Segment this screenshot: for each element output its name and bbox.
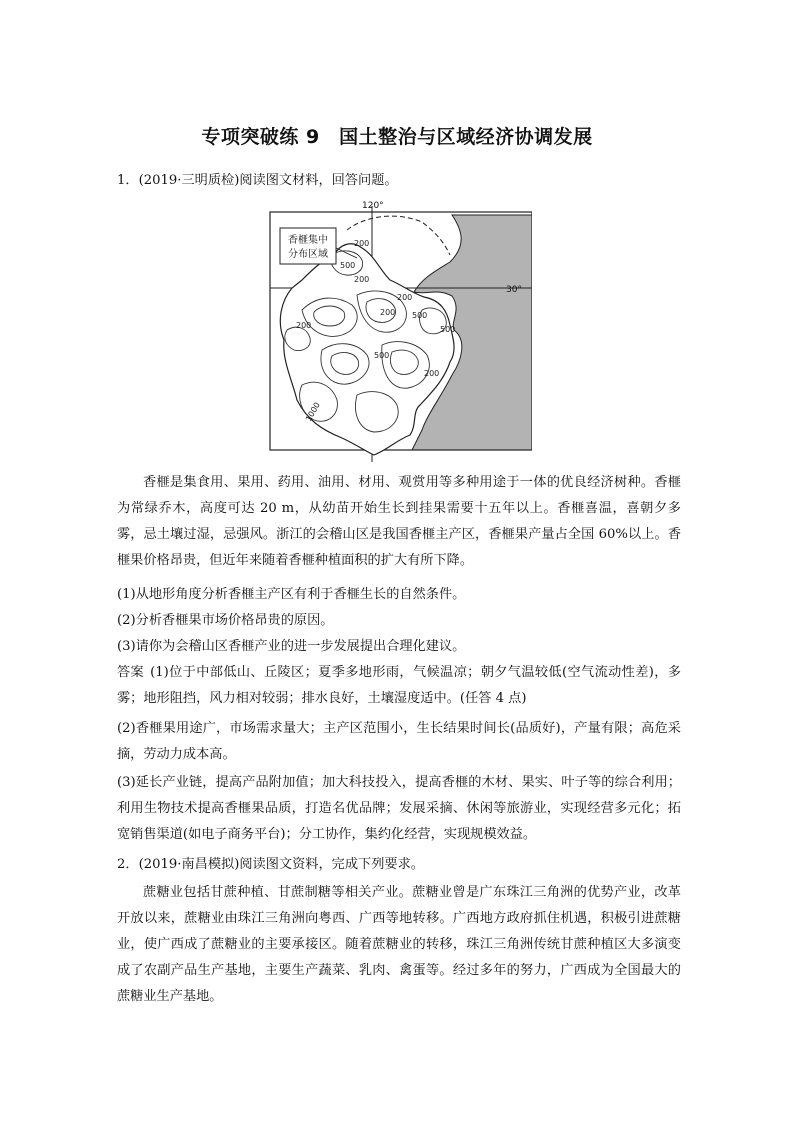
page-title: 专项突破练 9 国土整治与区域经济协调发展 <box>201 126 593 148</box>
topographic-map <box>262 200 532 465</box>
contour-label: 200 <box>380 308 396 317</box>
legend-text-line1: 香榧集中 <box>288 235 328 246</box>
contour-label: 500 <box>440 325 456 334</box>
contour-label: 200 <box>354 239 370 248</box>
contour-label: 200 <box>296 321 312 330</box>
question-2-material: 蔗糖业包括甘蔗种植、甘蔗制糖等相关产业。蔗糖业曾是广东珠江三角洲的优势产业，改革开放以来，蔗糖业由珠江三角洲向粤西、广西等地转移。广西地方政府抓住机遇，积极引进蔗糖业，使广西成了蔗糖业的主要承接区。随着蔗糖业的转移，珠江三角洲传统甘蔗种植区大多演变成了农副产品生产基地，主要生产蔬菜、乳肉、禽蛋等。经过多年的努力，广西成为全国最大的蔗糖业生产基地。 <box>117 885 681 1004</box>
contour-label: 200 <box>397 293 413 302</box>
question-2-stem: 2．(2019·南昌模拟)阅读图文资料，完成下列要求。 <box>117 857 424 872</box>
answer-3: (3)延长产业链，提高产品附加值；加大科技投入，提高香榧的木材、果实、叶子等的综合利用；利用生物技术提高香榧果品质，打造名优品牌；发展采摘、休闲等旅游业，实现经营多元化；拓宽销售渠道(如电子商务平台)；分工协作，集约化经营，实现规模效益。 <box>117 775 681 842</box>
question-1-sub-2: (2)分析香榧果市场价格昂贵的原因。 <box>117 613 334 628</box>
contour-label: 500 <box>340 261 356 270</box>
answer-2: (2)香榧果用途广，市场需求量大；主产区范围小，生长结果时间长(品质好)，产量有限；高危采摘，劳动力成本高。 <box>117 721 681 762</box>
legend-text-line2: 分布区域 <box>288 249 328 260</box>
longitude-label: 120° <box>362 201 384 211</box>
question-1-material: 香榧是集食用、果用、药用、油用、材用、观赏用等多种用途于一体的优良经济树种。香榧为常绿乔木，高度可达 20 m，从幼苗开始生长到挂果需要十五年以上。香榧喜温，喜朝夕多雾，忌土壤过湿，忌强风。浙江的会稽山区是我国香榧主产区，香榧果产量占全国 60%以上。香榧果价格昂贵，但近年来随着香榧种植面积的扩大有所下降。 <box>117 475 681 568</box>
question-1-sub-3: (3)请你为会稽山区香榧产业的进一步发展提出合理化建议。 <box>117 639 466 654</box>
contour-label: 200 <box>424 369 440 378</box>
question-1-stem: 1．(2019·三明质检)阅读图文材料，回答问题。 <box>117 173 398 188</box>
answer-1 <box>117 660 681 712</box>
answer-label: 答案 <box>117 665 145 680</box>
latitude-label: 30° <box>506 285 522 295</box>
contour-label: 200 <box>354 275 370 284</box>
question-1-sub-1: (1)从地形角度分析香榧主产区有利于香榧生长的自然条件。 <box>117 587 466 602</box>
contour-label: 1000 <box>303 400 322 423</box>
answer-1-text: (1)位于中部低山、丘陵区；夏季多地形雨，气候温凉；朝夕气温较低(空气流动性差)，多雾；地形阻挡，风力相对较弱；排水良好，土壤湿度适中。(任答 4 点) <box>117 665 681 706</box>
contour-label: 500 <box>412 311 428 320</box>
contour-label: 500 <box>374 351 390 360</box>
